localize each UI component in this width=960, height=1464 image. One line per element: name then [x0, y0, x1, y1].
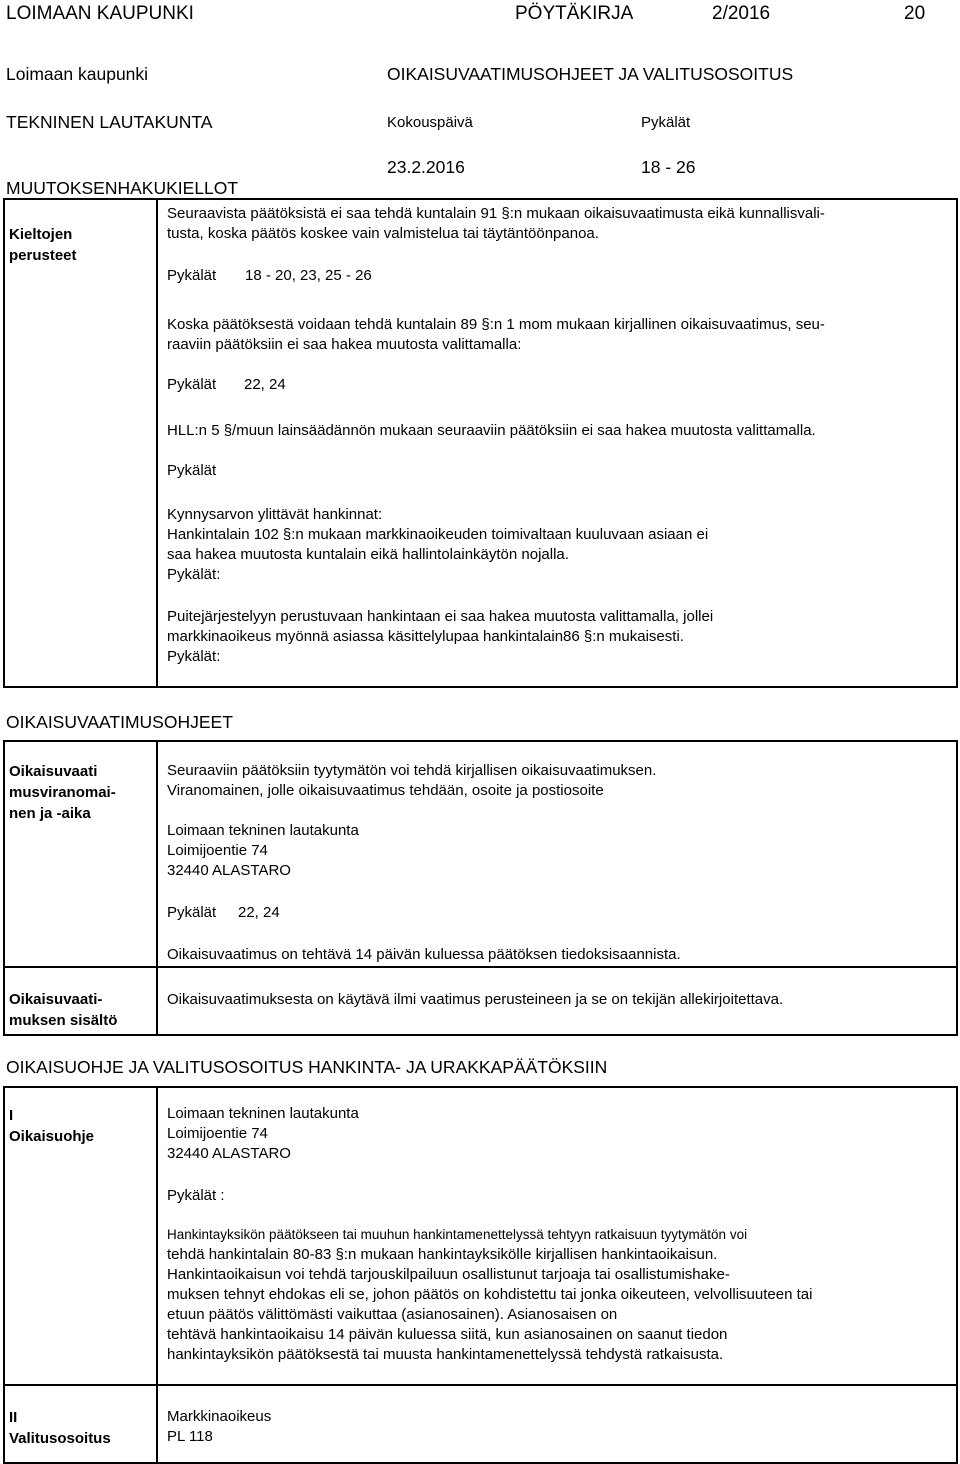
ban-paragraph-2: Koska päätöksestä voidaan tehdä kuntalain 89 §:n 1 mom mukaan kirjallinen oikaisuvaatimus, seu- raaviin päätöksiin ei saa hakea muutosta valittamalla: — [167, 316, 825, 353]
procurement-rectification-label-cell — [3, 1086, 158, 1386]
procurement-rectification-label: I Oikaisuohje — [9, 1107, 95, 1145]
appeal-bans-heading: MUUTOKSENHAKUKIELLOT — [6, 178, 239, 198]
document-type: PÖYTÄKIRJA — [515, 3, 634, 24]
rectification-authority-label-cell — [3, 740, 158, 968]
sections-label: Pykälät — [641, 114, 691, 131]
procurement-rectification-text: Hankintayksikön päätökseen tai muuhun hankintamenettelyssä tehtyyn ratkaisuun tyytymätön voi tehdä hankintalain 80-83 §:n mukaan hankintayksikölle kirjallisen hankintaoikaisun. Hankintaoikaisun voi tehdä tarjouskilpailuun osallistunut tarjoaja tai osallistumishake- muksen tehnyt ehdokas eli se, johon päätös on kohdistettu tai jonka oikeuteen, velvollisuuteen tai etuun päätös välittömästi vaikuttaa (asianosainen). Asianosaisen on tehtävä hankintaoikaisu 14 päivän kuluessa siitä, kun asianosainen on saanut tiedon hankintayksikön päätöksestä tai muusta hankintamenettelyssä tehdystä ratkaisusta. — [167, 1227, 813, 1363]
ban-paragraph-5: Puitejärjestelyyn perustuvaan hankintaan ei saa hakea muutosta valittamalla, jollei markkinaoikeus myönnä asiassa käsittelylupaa hankintalain86 §:n mukaisesti. Pykälät: — [167, 608, 714, 665]
procurement-address: Loimaan tekninen lautakunta Loimijoentie 74 32440 ALASTARO — [167, 1105, 359, 1162]
market-court-address: Markkinaoikeus PL 118 — [167, 1408, 272, 1445]
board-name: TEKNINEN LAUTAKUNTA — [6, 112, 213, 132]
rectification-authority-content-cell — [156, 740, 958, 968]
ban-paragraph-1: Seuraavista päätöksistä ei saa tehdä kuntalain 91 §:n mukaan oikaisuvaatimusta eikä kunnallisvali- tusta, koska päätös koskee vain valmistelua tai täytäntöönpanoa. — [167, 205, 825, 242]
rectification-deadline: Oikaisuvaatimus on tehtävä 14 päivän kuluessa päätöksen tiedoksisaannista. — [167, 946, 681, 963]
rectification-address: Loimaan tekninen lautakunta Loimijoentie 74 32440 ALASTARO — [167, 822, 359, 879]
appeal-bans-label-cell — [3, 198, 158, 688]
organization: Loimaan kaupunki — [6, 64, 149, 84]
rectification-intro: Seuraaviin päätöksiin tyytymätön voi tehdä kirjallisen oikaisuvaatimuksen. Viranomainen, jolle oikaisuvaatimus tehdään, osoite ja postiosoite — [167, 762, 657, 799]
procurement-sections-label: Pykälät : — [167, 1187, 225, 1204]
org-name-upper: LOIMAAN KAUPUNKI — [6, 3, 194, 24]
rectification-content-cell — [156, 966, 958, 1036]
ban-1-sections-label: Pykälät — [167, 267, 217, 284]
rectification-sections: 22, 24 — [238, 904, 280, 921]
ban-2-sections-label: Pykälät — [167, 376, 217, 393]
appeal-instructions-label-cell — [3, 1384, 158, 1464]
ban-1-sections: 18 - 20, 23, 25 - 26 — [245, 267, 372, 284]
document-title: OIKAISUVAATIMUSOHJEET JA VALITUSOSOITUS — [387, 64, 794, 84]
meeting-date: 23.2.2016 — [387, 157, 465, 177]
rectification-heading: OIKAISUVAATIMUSOHJEET — [6, 712, 233, 732]
page-number: 20 — [904, 3, 926, 24]
ban-paragraph-4: Kynnysarvon ylittävät hankinnat: Hankintalain 102 §:n mukaan markkinaoikeuden toimivaltaan kuuluvaan asiaan ei saa hakea muutosta kuntalain eikä hallintolainkäytön nojalla. Pykälät: — [167, 506, 709, 583]
appeal-bans-content-cell — [156, 198, 958, 688]
rectification-content-label-cell — [3, 966, 158, 1036]
ban-paragraph-3: HLL:n 5 §/muun lainsäädännön mukaan seuraaviin päätöksiin ei saa hakea muutosta valittamalla. — [167, 422, 816, 439]
rectification-sections-label: Pykälät — [167, 904, 217, 921]
procurement-heading: OIKAISUOHJE JA VALITUSOSOITUS HANKINTA- JA URAKKAPÄÄTÖKSIIN — [6, 1057, 608, 1077]
appeal-instructions-label: II Valitusosoitus — [9, 1409, 111, 1447]
ban-3-sections-label: Pykälät — [167, 462, 217, 479]
rectification-content-label: Oikaisuvaati- muksen sisältö — [9, 991, 118, 1029]
rectification-authority-label: Oikaisuvaati musviranomai- nen ja -aika — [9, 763, 116, 822]
appeal-instructions-content-cell — [156, 1384, 958, 1464]
meeting-date-label: Kokouspäivä — [387, 114, 473, 131]
rectification-content-text: Oikaisuvaatimuksesta on käytävä ilmi vaatimus perusteineen ja se on tekijän allekirjoitettava. — [167, 991, 784, 1008]
sections-range: 18 - 26 — [641, 157, 696, 177]
appeal-bans-label: Kieltojen perusteet — [9, 226, 77, 264]
document-number: 2/2016 — [712, 3, 771, 24]
procurement-rectification-content-cell — [156, 1086, 958, 1386]
ban-2-sections: 22, 24 — [244, 376, 286, 393]
